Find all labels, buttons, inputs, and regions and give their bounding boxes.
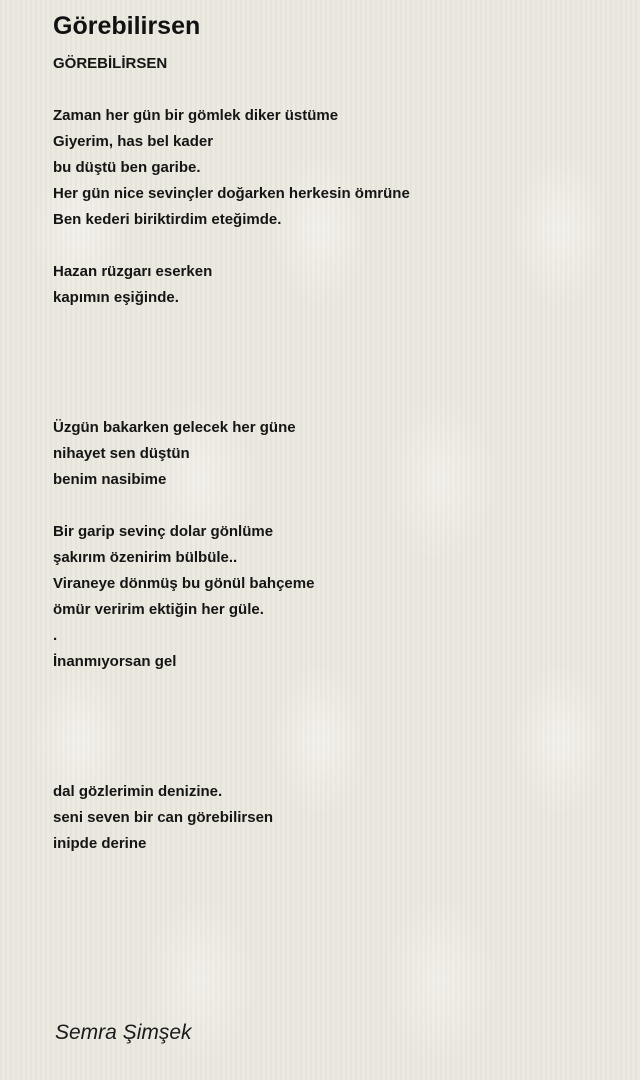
poem-line: Giyerim, has bel kader bbox=[53, 133, 214, 150]
poem-line bbox=[53, 389, 613, 415]
poem-line: Viraneye dönmüş bu gönül bahçeme bbox=[53, 575, 315, 592]
poem-line: Her gün nice sevinçler doğarken herkesin ömrüne bbox=[53, 185, 410, 202]
poem-author: Semra Şimşek bbox=[55, 1021, 192, 1044]
poem-line: Üzgün bakarken gelecek her güne bbox=[53, 419, 296, 436]
poem-line bbox=[53, 701, 613, 727]
poem-line: seni seven bir can görebilirsen bbox=[53, 809, 274, 826]
poem-line: şakırım özenirim bülbüle.. bbox=[53, 549, 238, 566]
poem-line bbox=[53, 77, 613, 103]
poem-line: benim nasibime bbox=[53, 471, 167, 488]
poem-line bbox=[53, 727, 613, 753]
poem-line bbox=[53, 233, 613, 259]
poem-line: kapımın eşiğinde. bbox=[53, 289, 179, 306]
poem-line bbox=[53, 363, 613, 389]
poem-line: inipde derine bbox=[53, 835, 147, 852]
poem-line: Zaman her gün bir gömlek diker üstüme bbox=[53, 107, 339, 124]
poem-line: Bir garip sevinç dolar gönlüme bbox=[53, 523, 274, 540]
poem-line bbox=[53, 337, 613, 363]
poem-line: . bbox=[53, 627, 58, 644]
poem-line bbox=[53, 753, 613, 779]
poem-line: İnanmıyorsan gel bbox=[53, 653, 177, 670]
poem-line: Ben kederi biriktirdim eteğimde. bbox=[53, 211, 282, 228]
poem-line bbox=[53, 493, 613, 519]
poem-body bbox=[53, 51, 613, 857]
poem-line bbox=[53, 675, 613, 701]
poem-line: nihayet sen düştün bbox=[53, 445, 190, 462]
poem-line: bu düştü ben garibe. bbox=[53, 159, 201, 176]
poem-line: GÖREBİLİRSEN bbox=[53, 55, 168, 72]
poem-line: dal gözlerimin denizine. bbox=[53, 783, 223, 800]
poem-line: ömür veririm ektiğin her güle. bbox=[53, 601, 264, 618]
poem-line: Hazan rüzgarı eserken bbox=[53, 263, 213, 280]
poem-line bbox=[53, 311, 613, 337]
poem-title: Görebilirsen bbox=[53, 12, 201, 40]
